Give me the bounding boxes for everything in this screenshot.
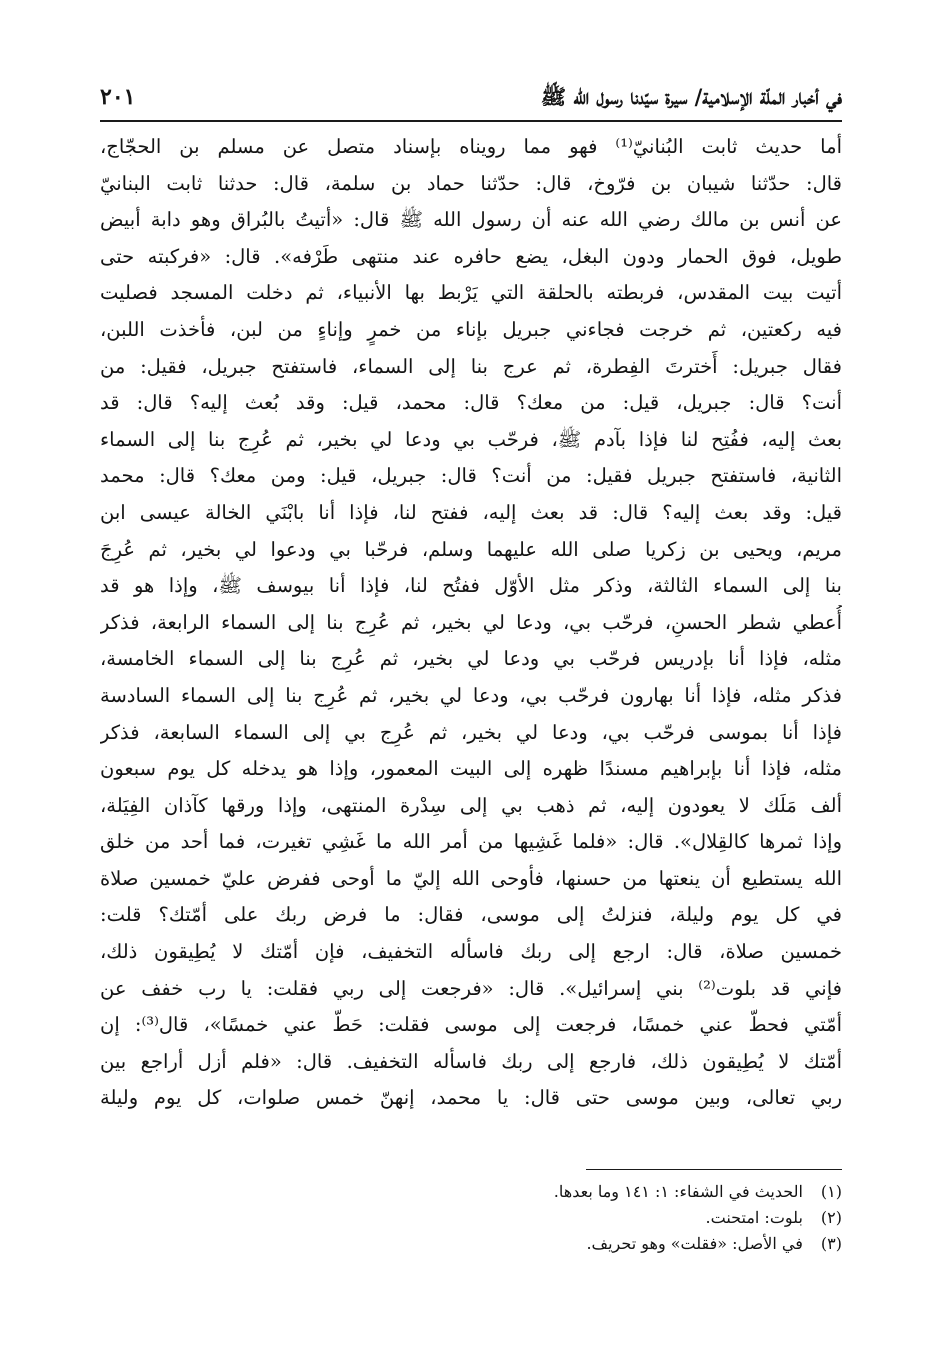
text-line: أما حديث ثابت البُنانيّ⁽¹⁾ فهو مما رويناه بإسناد متصل عن مسلم بن الحجّاج،: [100, 135, 842, 158]
header-divider: [100, 120, 842, 122]
text-line: ألف مَلَك لا يعودون إليه، ثم ذهب بي إلى سِدْرة المنتهى، وإذا ورقها كآذان الفِيَلة،: [100, 793, 842, 817]
text-line: مثله، فإذا أنا بإدريس فرحّب بي ودعا لي بخير، ثم عُرِج بنا إلى السماء الخامسة،: [100, 647, 842, 671]
footnote: [100, 1205, 842, 1231]
text-line: بعث إليه، ففُتِح لنا فإذا بآدم ﷺ، فرحّب بي ودعا لي بخير، ثم عُرِج بنا إلى السماء: [100, 427, 842, 451]
text-line: فإذا أنا بموسى فرحّب بي، ودعا لي بخير، ثم عُرِج بي إلى السماء السابعة، فذكر: [100, 720, 842, 744]
text-line: ربي تعالى، وبين موسى حتى قال: يا محمد، إنهنّ خمس صلوات، كل يوم وليلة: [100, 1086, 842, 1110]
text-line: في كل يوم وليلة، فنزلتُ إلى موسى، فقال: ما فرض ربك على أمّتك؟ قلت:: [100, 903, 842, 927]
text-line: مريم، ويحيى بن زكريا صلى الله عليهما وسلم، فرحّبا بي ودعوا لي بخير، ثم عُرِجَ: [100, 537, 842, 561]
footnote: [100, 1179, 842, 1205]
text-line: أتيت بيت المقدس، فربطته بالحلقة التي يَرْبط بها الأنبياء، ثم دخلت المسجد فصليت: [100, 281, 842, 305]
text-line: طويل، فوق الحمار ودون البغل، يضع حافره عند منتهى طَرْفه». قال: «فركبته حتى: [100, 244, 842, 268]
page-header: [100, 82, 842, 122]
text-line: فقال جبريل: أَخترتَ الفِطرة، ثم عرج بنا إلى السماء، فاستفتح جبريل، فقيل: من: [100, 354, 842, 378]
page-number: ٢٠١: [100, 84, 136, 110]
running-title: في أخبار الملّة الإسلامية/ سيرة سيّدنا رسول الله ﷺ: [540, 84, 842, 109]
text-line: قيل: وقد بعث إليه؟ قال: قد بعث إليه، ففتح لنا، فإذا أنا بابْنَي الخالة عيسى ابن: [100, 500, 842, 524]
footnote-text: بلوت: امتحنت.: [705, 1208, 803, 1227]
text-line: أمّتك لا يُطِيقون ذلك، فارجع إلى ربك فاسأله التخفيف. قال: «فلم أزل أراجع بين: [100, 1049, 842, 1073]
text-line: الله يستطيع أن ينعتها من حسنها، فأوحى الله إليّ ما أوحى ففرض عليّ خمسين صلاة: [100, 866, 842, 890]
text-line: فإني قد بلوت⁽²⁾ بني إسرائيل». قال: «فرجعت إلى ربي فقلت: يا رب خفف عن: [100, 976, 842, 1000]
footnote-text: في الأصل: «فقلت» وهو تحريف.: [586, 1234, 803, 1253]
text-line: أمّتي فحطّ عني خمسًا، فرجعت إلى موسى فقلت: حَطّ عني خمسًا»، قال⁽³⁾: إن: [100, 1013, 842, 1037]
footnote: [100, 1231, 842, 1257]
text-line: مثله، فإذا أنا بإبراهيم مسندًا ظهره إلى البيت المعمور، وإذا هو يدخله كل يوم سبعون: [100, 757, 842, 781]
footnote-number: (١): [820, 1182, 842, 1201]
text-line: الثانية، فاستفتح جبريل فقيل: من أنت؟ قال: جبريل، قيل: ومن معك؟ قال: محمد: [100, 464, 842, 488]
text-line: قال: حدّثنا شيبان بن فرّوخ، قال: حدّثنا حماد بن سلمة، قال: حدثنا ثابت البنانيّ: [100, 171, 842, 195]
text-line: أنت؟ قال: جبريل، قيل: من معك؟ قال: محمد، قيل: وقد بُعث إليه؟ قال: قد: [100, 391, 842, 415]
text-line: خمسين صلاة، قال: ارجع إلى ربك فاسأله التخفيف، فإن أمّتك لا يُطِيقون ذلك،: [100, 940, 842, 964]
main-text: [100, 129, 842, 1117]
footnote-divider: [586, 1169, 842, 1170]
text-line: وإذا ثمرها كالقِلال». قال: «فلما غَشِيها من أمر الله ما غَشِي تغيرت، فما أحد من خلق: [100, 830, 842, 854]
footnote-number: (٣): [820, 1234, 842, 1253]
text-line: بنا إلى السماء الثالثة، وذكر مثل الأوّل ففتُح لنا، فإذا أنا بيوسف ﷺ، وإذا هو قد: [100, 574, 842, 598]
footnote-text: الحديث في الشفاء: ١: ١٤١ وما بعدها.: [553, 1182, 803, 1201]
text-line: فذكر مثله، فإذا أنا بهارون فرحّب بي، ودعا لي بخير، ثم عُرِج بنا إلى السماء السادسة: [100, 683, 842, 707]
footnotes: [100, 1179, 842, 1257]
text-line: عن أنس بن مالك رضي الله عنه أن رسول الله ﷺ قال: «أتيتُ بالبُراق وهو دابة أبيض: [100, 208, 842, 232]
text-line: فيه ركعتين، ثم خرجت فجاءني جبريل بإناء من خمرٍ وإناءٍ من لبن، فأخذت اللبن،: [100, 317, 842, 341]
footnote-number: (٢): [820, 1208, 842, 1227]
text-line: أُعطي شطر الحسنِ، فرحّب بي، ودعا لي بخير، ثم عُرِج بنا إلى السماء الرابعة، فذكر: [100, 610, 842, 634]
